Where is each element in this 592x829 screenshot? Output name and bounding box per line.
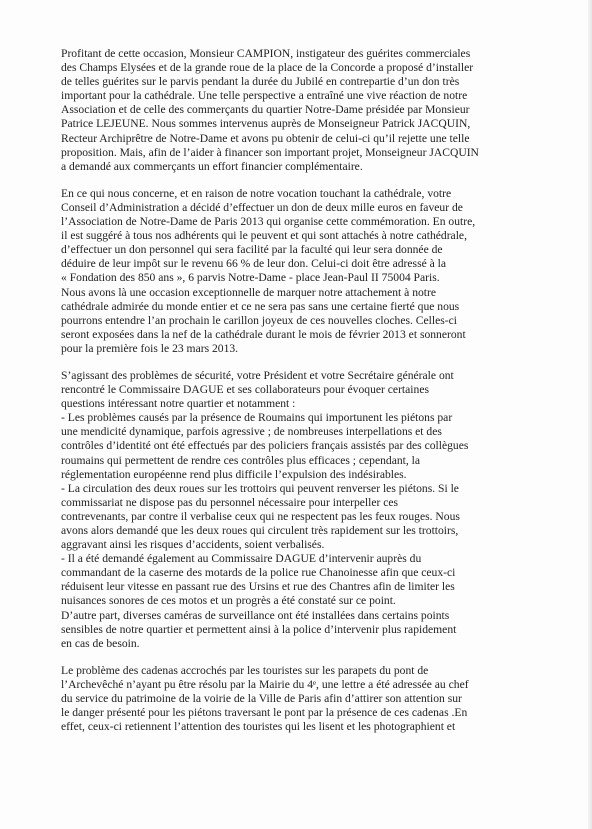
text-line: pour la première fois le 23 mars 2013. [61,341,239,355]
text-line: important pour la cathédrale. Une telle perspective a entraîné une vive réaction de notre [61,89,468,103]
text-line: en cas de besoin. [61,636,140,650]
text-line: des Champs Elysées et de la grande roue de la place de la Concorde a proposé d’installer [61,61,474,75]
text-line: En ce qui nous concerne, et en raison de notre vocation touchant la cathédrale, votre [61,186,452,200]
text-line: S’agissant des problèmes de sécurité, votre Président et votre Secrétaire générale ont [61,368,454,382]
text-line: contrevenants, par contre il verbalise ceux qui ne respectent pas les feux rouges. Nous [61,509,460,523]
paragraph-donation [61,187,540,356]
scan-edge-shadow [588,0,592,829]
text-line: rencontré le Commissaire DAGUE et ses collaborateurs pour évoquer certaines [61,383,429,397]
text-line: l’Archevêché n’ayant pu être résolu par la Mairie du 4ᵉ, une lettre a été adressée au chef [61,677,469,691]
text-line: l’Association de Notre-Dame de Paris 2013 qui organise cette commémoration. En outre, [61,215,476,229]
text-line: Le problème des cadenas accrochés par les touristes sur les parapets du pont de [61,663,429,677]
text-line: commissariat ne dispose pas du personnel nécessaire pour interpeller ces [61,495,399,509]
text-line: sensibles de notre quartier et permettent ainsi à la police d’intervenir plus rapidement [61,622,457,636]
text-line: de telles guérites sur le parvis pendant la durée du Jubilé en contrepartie d’un don très [61,75,460,89]
text-line: Patrice LEJEUNE. Nous sommes intervenus auprès de Monseigneur Patrick JACQUIN, [61,117,471,131]
text-line: nuisances sonores de ces motos et un progrès a été constaté sur ce point. [61,594,396,608]
paragraph-campion-proposal [61,47,540,174]
text-line: - La circulation des deux roues sur les trottoirs qui peuvent renverser les piétons. Si le [61,481,459,495]
text-line: réduisent leur vitesse en passant rue des Ursins et rue des Chantres afin de limiter les [61,580,455,594]
text-line: le danger présenté pour les piétons traversant le pont par la présence de ces cadenas .En [61,706,468,720]
text-line: aggravant ainsi les risques d’accidents, soient verbalisés. [61,538,325,552]
paragraph-padlocks [61,664,540,734]
text-line: D’autre part, diverses caméras de surveillance ont été installées dans certains points [61,608,450,622]
text-line: pourrons entendre l’an prochain le carillon joyeux de ces nouvelles cloches. Celles-ci [61,313,457,327]
text-line: - Il a été demandé également au Commissaire DAGUE d’intervenir auprès du [61,552,422,566]
text-line: seront exposées dans la nef de la cathédrale durant le mois de février 2013 et sonneront [61,327,466,341]
text-line: déduire de leur impôt sur le revenu 66 % de leur don. Celui-ci doit être adressé à la [61,257,447,271]
text-line: Profitant de cette occasion, Monsieur CAMPION, instigateur des guérites commerciales [61,47,471,60]
text-line: d’effectuer un don personnel qui sera facilité par la faculté qui leur sera donnée de [61,243,443,257]
text-line: effet, ceux-ci retiennent l’attention des touristes qui les lisent et les photographient et [61,720,456,734]
text-line: proposition. Mais, afin de l’aider à financer son important projet, Monseigneur JACQUIN [61,145,479,159]
text-line: du service du patrimoine de la voirie de la Ville de Paris afin d’attirer son attention sur [61,692,462,706]
text-line: Nous avons là une occasion exceptionnelle de marquer notre attachement à notre [61,285,437,299]
text-line: cathédrale admirée du monde entier et ce ne sera pas sans une certaine fierté que nous [61,299,460,313]
text-line: commandant de la caserne des motards de la police rue Chanoinesse afin que ceux-ci [61,566,456,580]
text-line: « Fondation des 850 ans », 6 parvis Notre-Dame - place Jean-Paul II 75004 Paris. [61,271,440,285]
paragraph-security [61,369,540,651]
text-line: avons alors demandé que les deux roues qui circulent très rapidement sur les trottoirs, [61,524,459,537]
text-line: Association et de celle des commerçants du quartier Notre-Dame présidée par Monsieur [61,103,470,117]
text-line: réglementation européenne rend plus difficile l’expulsion des indésirables. [61,467,407,481]
text-line: il est suggéré à tous nos adhérents qui le peuvent et qui sont attachés à notre cathédrale, [61,229,467,243]
text-line: contrôles d’identité ont été effectués par des policiers français assistés par des collègues [61,439,469,453]
text-line: a demandé aux commerçants un effort financier complémentaire. [61,159,363,173]
text-line: Conseil d’Administration a décidé d’effectuer un don de deux mille euros en faveur de [61,200,463,214]
letter-body [61,47,540,747]
text-line: une mendicité dynamique, parfois agressive ; de nombreuses interpellations et des [61,425,442,439]
text-line: Recteur Archiprêtre de Notre-Dame et avons pu obtenir de celui-ci qu’il rejette une telle [61,131,470,145]
text-line: roumains qui permettent de rendre ces contrôles plus efficaces ; cependant, la [61,453,421,467]
text-line: - Les problèmes causés par la présence de Roumains qui importunent les piétons par [61,411,453,425]
text-line: questions intéressant notre quartier et notamment : [61,397,296,411]
